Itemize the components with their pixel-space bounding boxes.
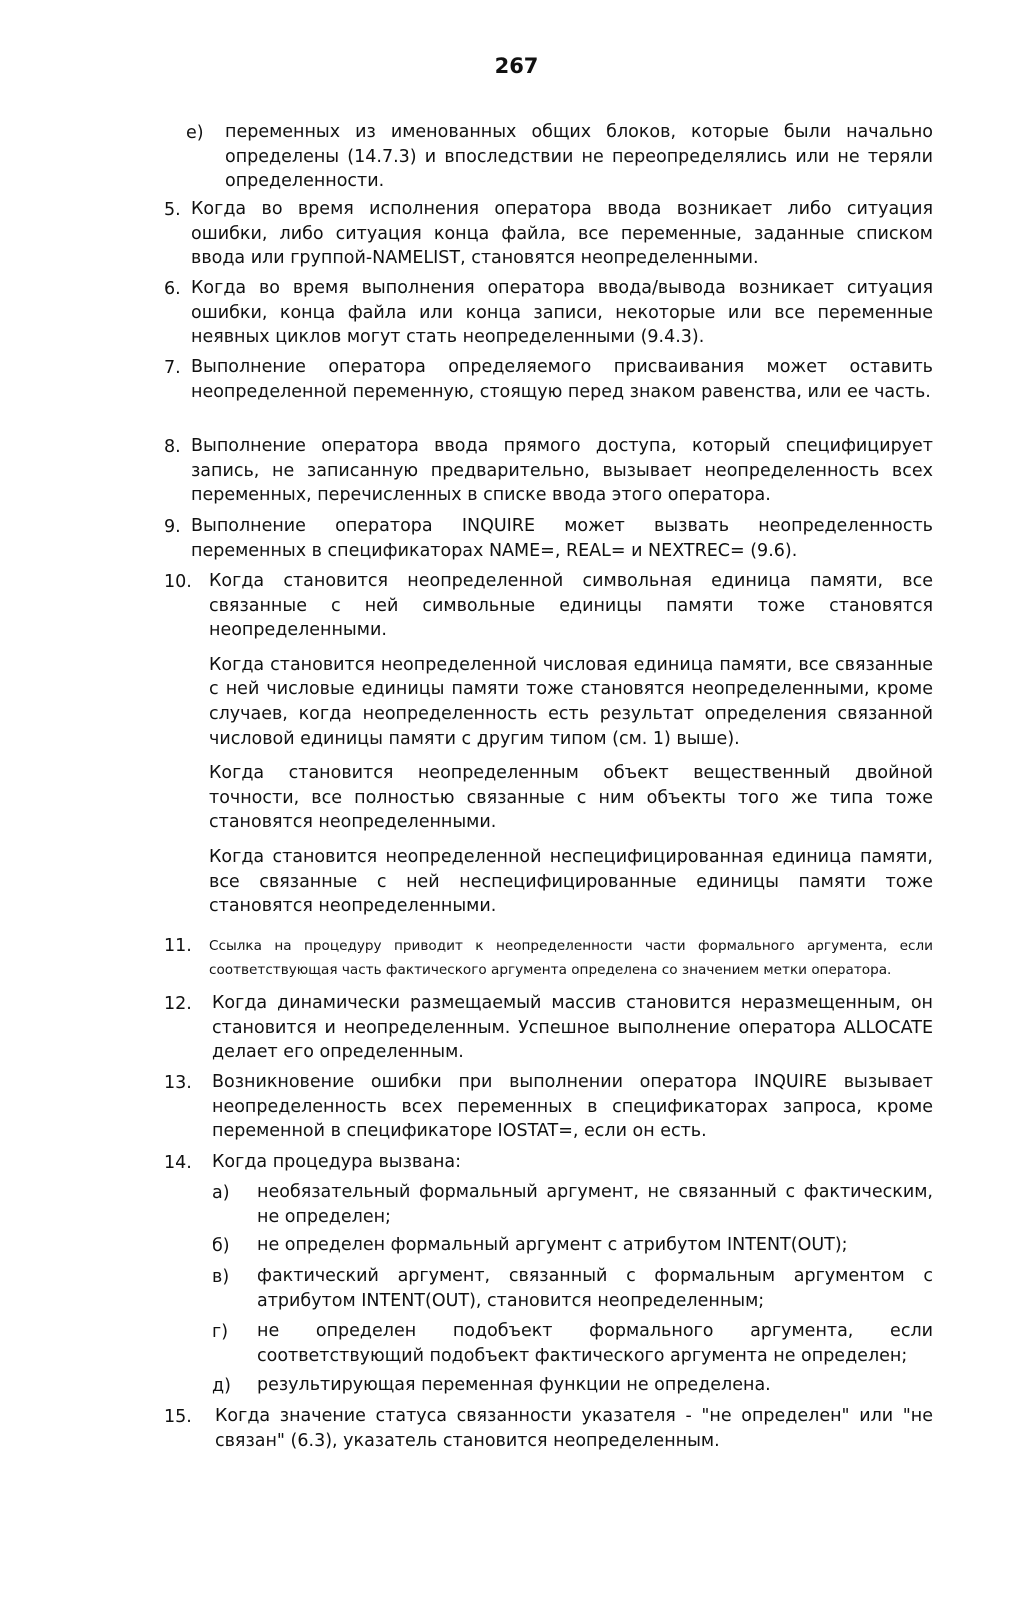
- item-label: 6.: [164, 279, 181, 299]
- item-text: [209, 569, 933, 919]
- item-text: Выполнение оператора ввода прямого доступа, который специфицирует запись, не записанную предварительно, вызывает неопределенность всех переменных, перечисленных в списке ввода этого оператора.: [191, 436, 933, 506]
- item-text: Возникновение ошибки при выполнении оператора INQUIRE вызывает неопределенность всех переменных в спецификаторах запроса, кроме переменной в спецификаторе IOSTAT=, если он есть.: [212, 1072, 933, 1142]
- item-text: результирующая переменная функции не определена.: [257, 1375, 771, 1395]
- item-label: 7.: [164, 358, 181, 378]
- item-text: переменных из именованных общих блоков, которые были начально определены (14.7.3) и впоследствии не переопределялись или не теряли определенности.: [225, 122, 933, 192]
- item-text: Когда значение статуса связанности указателя - "не определен" или "не связан" (6.3), указатель становится неопределенным.: [215, 1406, 933, 1451]
- item-label: е): [186, 123, 204, 143]
- page-number: 267: [494, 54, 539, 78]
- item-paragraph: Когда становится неопределенной неспецифицированная единица памяти, все связанные с ней неспецифицированные единицы памяти тоже становятся неопределенными.: [209, 846, 933, 917]
- item-label: 10.: [164, 572, 192, 592]
- item-label: 13.: [164, 1073, 192, 1093]
- item-label: б): [212, 1236, 230, 1256]
- item-label: а): [212, 1183, 230, 1203]
- item-text: необязательный формальный аргумент, не связанный с фактическим, не определен;: [257, 1182, 933, 1227]
- item-text: не определен формальный аргумент с атрибутом INTENT(OUT);: [257, 1235, 848, 1255]
- item-label: д): [212, 1376, 231, 1396]
- item-label: 9.: [164, 517, 181, 537]
- item-label: 15.: [164, 1407, 192, 1427]
- item-paragraph: Когда становится неопределенным объект вещественный двойной точности, все полностью связанные с ним объекты того же типа тоже становятся неопределенными.: [209, 763, 933, 833]
- item-text: Когда динамически размещаемый массив становится неразмещенным, он становится и неопределенным. Успешное выполнение оператора ALLOCATE делает его определенным.: [212, 993, 933, 1063]
- item-label: 14.: [164, 1153, 192, 1173]
- item-label: г): [212, 1322, 229, 1342]
- item-label: 5.: [164, 200, 181, 220]
- item-paragraph: Когда становится неопределенной числовая единица памяти, все связанные с ней числовые единицы памяти тоже становятся неопределенными, кроме случаев, когда неопределенность есть результат определения связанной числовой единицы памяти с другим типом (см. 1) выше).: [209, 654, 933, 749]
- item-text: фактический аргумент, связанный с формальным аргументом с атрибутом INTENT(OUT), становится неопределенным;: [257, 1266, 933, 1311]
- item-text: Когда во время выполнения оператора ввода/вывода возникает ситуация ошибки, конца файла или конца записи, некоторые или все переменные неявных циклов могут стать неопределенными (9.4.3).: [191, 278, 933, 348]
- item-label: 8.: [164, 437, 181, 457]
- item-text: Когда процедура вызвана:: [212, 1152, 462, 1172]
- item-label: 12.: [164, 994, 192, 1014]
- item-text: Выполнение оператора INQUIRE может вызвать неопределенность переменных в спецификаторах NAME=, REAL= и NEXTREC= (9.6).: [191, 516, 933, 561]
- item-text: Ссылка на процедуру приводит к неопределенности части формального аргумента, если соответствующая часть фактического аргумента определена со значением метки оператора.: [209, 938, 933, 978]
- item-text: Когда во время исполнения оператора ввода возникает либо ситуация ошибки, либо ситуация конца файла, все переменные, заданные списком ввода или группой-NAMELIST, становятся неопределенными.: [191, 199, 933, 269]
- item-paragraph: Когда становится неопределенной символьная единица памяти, все связанные с ней символьные единицы памяти тоже становятся неопределенными.: [209, 571, 933, 641]
- item-text: Выполнение оператора определяемого присваивания может оставить неопределенной переменную, стоящую перед знаком равенства, или ее часть.: [191, 357, 933, 402]
- item-text: не определен подобъект формального аргумента, если соответствующий подобъект фактического аргумента не определен;: [257, 1321, 933, 1366]
- item-label: 11.: [164, 936, 192, 956]
- item-label: в): [212, 1267, 230, 1287]
